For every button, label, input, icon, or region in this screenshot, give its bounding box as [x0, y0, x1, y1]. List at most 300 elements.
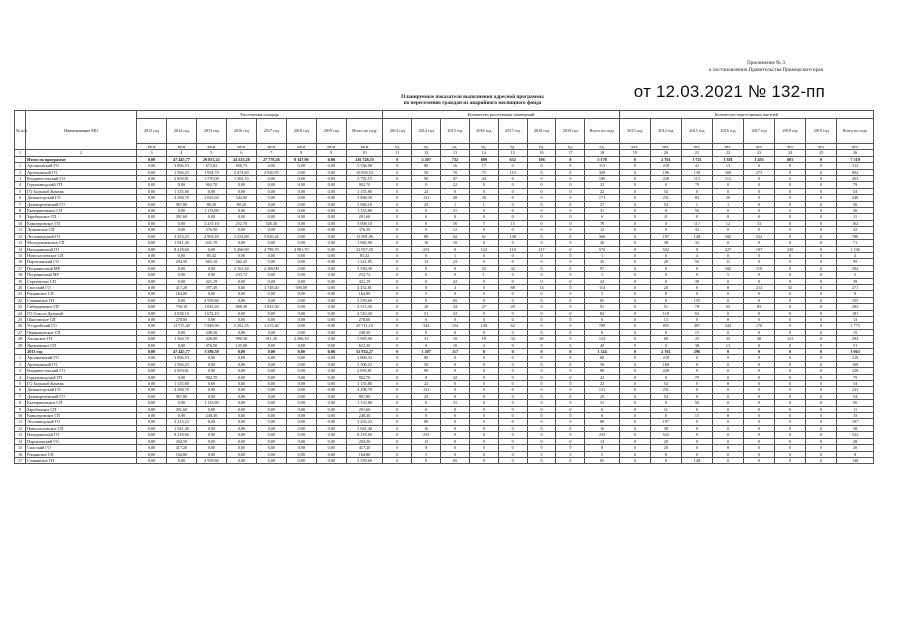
table-cell: 197: [744, 246, 775, 252]
row-number: 17: [15, 457, 26, 463]
table-cell: 0: [712, 188, 743, 194]
table-cell: 32: [837, 227, 874, 233]
table-cell: 0,00: [226, 284, 256, 290]
table-cell: 0,00: [316, 361, 346, 367]
table-cell: 252,70: [226, 220, 256, 226]
table-cell: 12: [585, 227, 619, 233]
table-cell: 421,19: [346, 278, 383, 284]
table-cell: 0: [383, 227, 412, 233]
unit-header: кв.м: [196, 144, 226, 150]
table-cell: 0: [527, 310, 556, 316]
table-cell: 0,00: [286, 182, 316, 188]
table-cell: 65: [527, 336, 556, 342]
table-cell: 322: [744, 233, 775, 239]
table-cell: 20: [498, 304, 527, 310]
table-cell: 0: [619, 381, 650, 387]
table-cell: 22: [585, 182, 619, 188]
table-cell: 0,00: [226, 413, 256, 419]
table-cell: 0: [712, 355, 743, 361]
column-number: 20: [650, 150, 681, 156]
table-cell: 0,00: [166, 265, 196, 271]
table-cell: 732: [441, 156, 470, 162]
unit-header: чел.: [712, 144, 743, 150]
table-cell: 0: [556, 163, 585, 169]
table-cell: 31: [585, 400, 619, 406]
table-cell: 0: [469, 316, 498, 322]
table-cell: 0: [775, 425, 806, 431]
table-cell: 5 905,96: [346, 336, 383, 342]
municipality-name: Рощинское СП: [26, 451, 137, 457]
table-cell: 0: [556, 259, 585, 265]
table-cell: 0: [469, 406, 498, 412]
table-cell: 0: [744, 240, 775, 246]
table-cell: 0,00: [286, 361, 316, 367]
unit-header: чел.: [806, 144, 837, 150]
table-cell: 0: [527, 208, 556, 214]
table-cell: 632: [498, 156, 527, 162]
municipality-name: Кавалеровское ГП: [26, 220, 137, 226]
table-cell: 38: [837, 425, 874, 431]
municipality-name: Хасанское ГП: [26, 336, 137, 342]
table-cell: 0: [383, 445, 412, 451]
table-cell: 0: [469, 284, 498, 290]
table-cell: 0: [498, 445, 527, 451]
table-cell: 0: [556, 445, 585, 451]
table-cell: 0,00: [137, 182, 167, 188]
row-number: 5: [15, 188, 26, 194]
table-cell: 123: [775, 336, 806, 342]
column-number: 19: [619, 150, 650, 156]
table-cell: 0: [712, 208, 743, 214]
table-cell: 0: [412, 208, 441, 214]
table-cell: 0,00: [166, 220, 196, 226]
table-cell: 29 853,22: [196, 156, 226, 162]
row-number: 28: [15, 336, 26, 342]
table-cell: 13 991,96: [346, 233, 383, 239]
table-cell: 0,00: [316, 451, 346, 457]
table-cell: 0: [775, 349, 806, 355]
table-cell: 1 364,70: [166, 336, 196, 342]
table-cell: 197: [650, 233, 681, 239]
table-cell: 0,00: [226, 297, 256, 303]
table-cell: 294,50: [166, 438, 196, 444]
table-cell: 22 957,29: [346, 246, 383, 252]
year-header: 2019 год: [806, 119, 837, 144]
table-cell: 0: [619, 208, 650, 214]
table-cell: 0: [619, 252, 650, 258]
table-cell: 0,00: [316, 425, 346, 431]
table-cell: 296: [681, 349, 712, 355]
table-cell: 0,00: [226, 316, 256, 322]
table-cell: 6: [585, 214, 619, 220]
table-cell: 0: [806, 297, 837, 303]
table-cell: 291,60: [346, 406, 383, 412]
table-cell: 0: [441, 291, 470, 297]
table-cell: 22: [441, 374, 470, 380]
table-cell: 22: [585, 278, 619, 284]
column-number: 3: [137, 150, 167, 156]
table-cell: 0: [556, 406, 585, 412]
municipality-name: Дальнегорский ГО: [26, 195, 137, 201]
table-cell: 0: [527, 329, 556, 335]
table-cell: 0: [556, 182, 585, 188]
table-cell: 0,00: [286, 400, 316, 406]
table-cell: 0,00: [137, 393, 167, 399]
table-cell: 0: [498, 259, 527, 265]
table-cell: 0: [556, 361, 585, 367]
table-cell: 0: [498, 413, 527, 419]
table-cell: 0: [712, 451, 743, 457]
table-cell: 0,00: [286, 169, 316, 175]
table-cell: 0: [806, 336, 837, 342]
municipality-name: Находкинский ГО: [26, 246, 137, 252]
table-cell: 967,80: [166, 393, 196, 399]
table-cell: 292: [837, 265, 874, 271]
table-cell: 0: [775, 163, 806, 169]
table-cell: 0: [556, 413, 585, 419]
table-cell: 0: [383, 176, 412, 182]
municipality-name: Владивостокский ГО: [26, 368, 137, 374]
table-cell: 0,00: [316, 259, 346, 265]
table-cell: 0: [775, 355, 806, 361]
table-cell: 32: [498, 336, 527, 342]
table-cell: 11: [712, 259, 743, 265]
table-cell: 0: [712, 457, 743, 463]
municipality-name: Арсеньевский ГО: [26, 355, 137, 361]
row-number: 19: [15, 278, 26, 284]
table-cell: 0: [712, 182, 743, 188]
table-cell: 1: [469, 201, 498, 207]
table-cell: 0: [441, 272, 470, 278]
table-cell: 0,00: [316, 220, 346, 226]
table-cell: 0: [556, 457, 585, 463]
municipality-name: Дальнегорский ГО: [26, 387, 137, 393]
unit-header: чел.: [619, 144, 650, 150]
table-cell: 692: [837, 169, 874, 175]
year-header: 2018 год: [775, 119, 806, 144]
table-cell: 0: [650, 329, 681, 335]
table-cell: 0: [775, 387, 806, 393]
table-cell: 0: [556, 310, 585, 316]
table-cell: 1: [441, 252, 470, 258]
table-cell: 0,00: [286, 342, 316, 348]
table-cell: 0: [383, 451, 412, 457]
table-cell: 0: [383, 393, 412, 399]
column-number: 13: [441, 150, 470, 156]
table-cell: 3 161,40: [226, 265, 256, 271]
table-cell: 0,00: [226, 361, 256, 367]
table-cell: 0: [556, 393, 585, 399]
table-cell: 148: [681, 233, 712, 239]
municipality-name: 2013 год: [26, 349, 137, 355]
table-cell: 0: [744, 393, 775, 399]
table-cell: 3 063: [837, 349, 874, 355]
table-cell: 155: [837, 297, 874, 303]
table-cell: 0: [498, 278, 527, 284]
table-cell: 0: [681, 445, 712, 451]
table-cell: 0: [806, 413, 837, 419]
table-cell: 11: [650, 406, 681, 412]
table-cell: 0: [619, 406, 650, 412]
row-number: 8: [15, 208, 26, 214]
table-cell: 0: [498, 374, 527, 380]
table-cell: 0: [619, 413, 650, 419]
table-cell: 0: [744, 445, 775, 451]
table-cell: 0: [556, 284, 585, 290]
unit-header: кв.м: [316, 144, 346, 150]
table-cell: 0,00: [316, 355, 346, 361]
table-cell: 233,72: [346, 272, 383, 278]
municipality-name: ГО Большой Камень: [26, 188, 137, 194]
table-cell: 0,00: [196, 445, 226, 451]
table-cell: 0: [806, 227, 837, 233]
table-cell: 8: [412, 445, 441, 451]
column-number: 24: [775, 150, 806, 156]
table-cell: 0: [775, 432, 806, 438]
table-cell: 233,72: [226, 272, 256, 278]
table-cell: 0,00: [316, 227, 346, 233]
table-cell: 0: [527, 457, 556, 463]
table-cell: 665,10: [196, 259, 226, 265]
row-number: 12: [15, 233, 26, 239]
table-cell: 0: [744, 291, 775, 297]
year-header: 2018 год: [286, 119, 316, 144]
table-cell: 0: [441, 438, 470, 444]
row-number: 6: [15, 387, 26, 393]
table-cell: 13: [585, 438, 619, 444]
table-cell: 366: [585, 233, 619, 239]
unit-header: ед.: [383, 144, 412, 150]
municipality-name: Шкотовское СП: [26, 316, 137, 322]
table-cell: 0: [775, 214, 806, 220]
table-cell: 0,00: [256, 201, 286, 207]
table-cell: 0,00: [196, 246, 226, 252]
table-cell: 0: [806, 259, 837, 265]
table-cell: 0,00: [137, 195, 167, 201]
table-cell: 5 178: [585, 156, 619, 162]
unit-header: ед.: [498, 144, 527, 150]
table-cell: 1 135,80: [166, 381, 196, 387]
table-cell: 0: [712, 419, 743, 425]
table-cell: 601: [775, 156, 806, 162]
table-cell: 0: [744, 329, 775, 335]
row-number: 26: [15, 323, 26, 329]
table-cell: 90: [412, 368, 441, 374]
column-number: 22: [712, 150, 743, 156]
table-cell: 0: [469, 208, 498, 214]
table-cell: 0: [556, 323, 585, 329]
table-cell: 0: [744, 278, 775, 284]
table-cell: 65: [585, 297, 619, 303]
table-cell: 0: [441, 368, 470, 374]
table-cell: 0: [650, 413, 681, 419]
column-number: 23: [744, 150, 775, 156]
table-cell: 0: [383, 406, 412, 412]
table-cell: 0: [650, 182, 681, 188]
table-cell: 0,00: [316, 323, 346, 329]
table-cell: 79: [681, 374, 712, 380]
table-cell: 0,00: [137, 368, 167, 374]
table-cell: 80: [412, 233, 441, 239]
table-cell: 0,00: [137, 413, 167, 419]
row-number: 14: [15, 246, 26, 252]
column-number: 4: [166, 150, 196, 156]
table-cell: 0: [498, 188, 527, 194]
table-cell: 0: [383, 438, 412, 444]
table-cell: 0: [383, 214, 412, 220]
year-header: 2013 год: [383, 119, 412, 144]
table-cell: 0: [775, 310, 806, 316]
table-cell: 0: [806, 368, 837, 374]
unit-header: ед.: [469, 144, 498, 150]
title-line-2: по переселению граждан из аварийного жилищного фонда: [403, 100, 542, 107]
table-cell: 0: [556, 227, 585, 233]
table-cell: 0: [619, 323, 650, 329]
table-cell: 0: [527, 163, 556, 169]
table-cell: 0,00: [316, 374, 346, 380]
table-cell: 0,00: [286, 355, 316, 361]
table-cell: 6: [585, 316, 619, 322]
table-cell: 12: [712, 220, 743, 226]
table-cell: 35: [712, 336, 743, 342]
row-number: 2: [15, 169, 26, 175]
table-cell: 0,00: [256, 195, 286, 201]
table-cell: 0: [469, 182, 498, 188]
table-cell: 0: [556, 400, 585, 406]
column-header-number: № п/п: [15, 111, 26, 150]
decree-stamp: от 12.03.2021 № 132-пп: [633, 82, 825, 101]
table-cell: 79: [681, 182, 712, 188]
table-cell: 28: [837, 438, 874, 444]
row-number: 7: [15, 201, 26, 207]
table-cell: 0: [681, 432, 712, 438]
table-cell: 0,00: [137, 201, 167, 207]
table-cell: 0,00: [166, 252, 196, 258]
table-cell: 8: [412, 284, 441, 290]
table-cell: 0: [383, 323, 412, 329]
table-cell: 2 207: [412, 156, 441, 162]
table-cell: 218: [650, 163, 681, 169]
table-cell: 3 806,53: [346, 355, 383, 361]
table-cell: 294,50: [166, 259, 196, 265]
table-cell: 0: [744, 368, 775, 374]
table-cell: 0: [775, 291, 806, 297]
table-cell: 0: [744, 259, 775, 265]
table-cell: 0: [806, 387, 837, 393]
table-cell: 2 761: [650, 156, 681, 162]
table-cell: 65: [712, 304, 743, 310]
table-cell: 189: [585, 176, 619, 182]
table-cell: 0,00: [137, 252, 167, 258]
table-cell: 8: [650, 451, 681, 457]
table-cell: 0,00: [137, 457, 167, 463]
table-cell: 3 748,20: [256, 284, 286, 290]
table-cell: 0: [556, 304, 585, 310]
table-cell: 33: [775, 284, 806, 290]
table-cell: 1 135,80: [346, 381, 383, 387]
table-cell: 278,60: [166, 316, 196, 322]
column-number: 8: [286, 150, 316, 156]
municipality-name: Партизанский ГО: [26, 259, 137, 265]
table-cell: 0,00: [166, 400, 196, 406]
table-cell: 0: [469, 419, 498, 425]
table-cell: 0: [498, 400, 527, 406]
table-cell: 164,80: [166, 451, 196, 457]
table-cell: 0,00: [316, 272, 346, 278]
table-cell: 0: [556, 297, 585, 303]
table-cell: 990,50: [226, 336, 256, 342]
table-cell: 110: [744, 265, 775, 271]
table-cell: 0,00: [286, 413, 316, 419]
table-cell: 0: [527, 240, 556, 246]
table-cell: 0,00: [316, 252, 346, 258]
table-cell: 4 513,30: [346, 304, 383, 310]
municipality-name: Арсеньевский ГО: [26, 163, 137, 169]
table-cell: 0: [527, 278, 556, 284]
table-cell: 0: [775, 227, 806, 233]
table-cell: 88: [498, 284, 527, 290]
table-cell: 0: [498, 393, 527, 399]
table-cell: 0,00: [226, 227, 256, 233]
table-cell: 4 298,70: [166, 195, 196, 201]
table-cell: 0: [527, 272, 556, 278]
table-cell: 85,42: [346, 252, 383, 258]
table-cell: 1: [469, 272, 498, 278]
table-cell: 0: [383, 246, 412, 252]
table-cell: 0,00: [316, 284, 346, 290]
table-cell: 0: [556, 169, 585, 175]
table-cell: 245: [775, 246, 806, 252]
year-header: 2013 год: [619, 119, 650, 144]
table-cell: 1 133,80: [346, 400, 383, 406]
table-cell: 1 682,90: [346, 240, 383, 246]
table-cell: 0,00: [137, 304, 167, 310]
table-cell: 0: [619, 310, 650, 316]
table-cell: 10: [441, 240, 470, 246]
table-cell: 0: [775, 259, 806, 265]
table-cell: 0: [775, 220, 806, 226]
table-cell: 0,00: [196, 387, 226, 393]
table-cell: 5: [585, 451, 619, 457]
table-cell: 0,00: [286, 214, 316, 220]
table-cell: 0: [441, 419, 470, 425]
table-cell: 0: [556, 265, 585, 271]
table-cell: 114: [498, 169, 527, 175]
table-cell: 4 799,70: [256, 246, 286, 252]
table-cell: 212: [744, 284, 775, 290]
table-cell: 0,00: [316, 304, 346, 310]
table-cell: 0: [744, 355, 775, 361]
table-cell: 3 008,10: [346, 220, 383, 226]
table-cell: 0,00: [286, 259, 316, 265]
municipality-name: Партизанский ГО: [26, 438, 137, 444]
table-cell: 27: [469, 304, 498, 310]
row-number: 15: [15, 445, 26, 451]
table-cell: 0: [527, 291, 556, 297]
table-cell: 0,00: [286, 393, 316, 399]
table-cell: 152: [585, 336, 619, 342]
table-cell: 4: [837, 252, 874, 258]
table-cell: 0: [619, 438, 650, 444]
table-cell: 0: [498, 291, 527, 297]
table-cell: 0: [806, 163, 837, 169]
table-cell: 0,00: [256, 406, 286, 412]
table-cell: 0: [619, 265, 650, 271]
table-cell: 0: [498, 195, 527, 201]
table-cell: 148: [498, 233, 527, 239]
table-cell: 291,60: [346, 214, 383, 220]
table-cell: 0: [556, 432, 585, 438]
